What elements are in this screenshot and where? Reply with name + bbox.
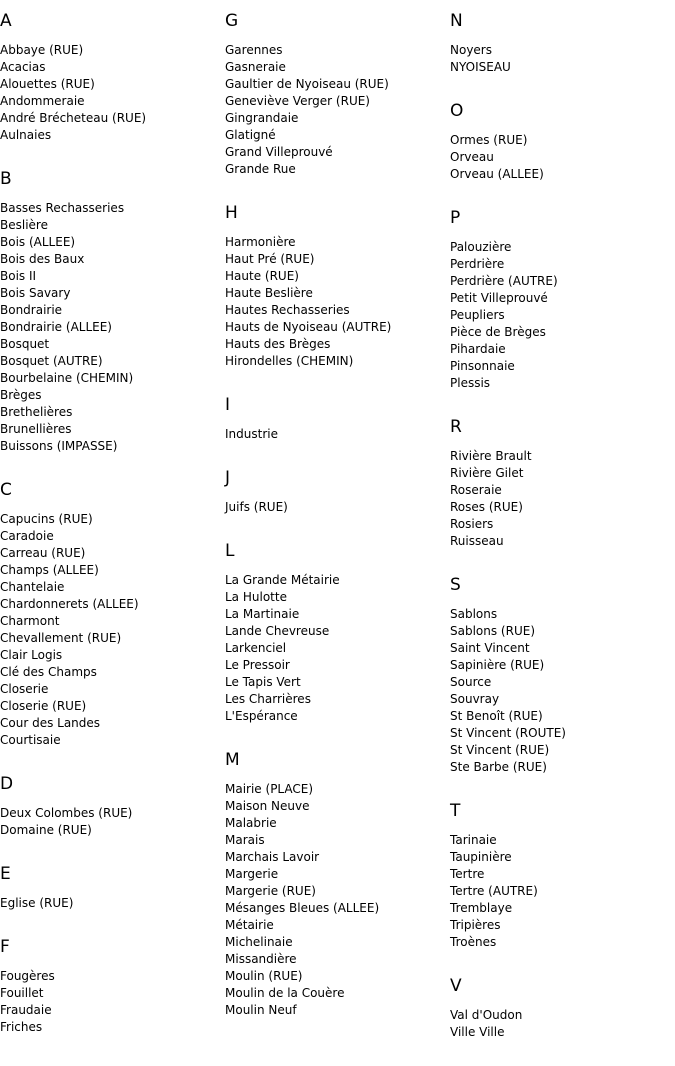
street-link[interactable]: Palouzière <box>450 240 512 254</box>
street-link[interactable]: Alouettes (RUE) <box>0 77 95 91</box>
street-list <box>0 200 220 455</box>
letter-section <box>0 937 220 1036</box>
street-link[interactable]: Clé des Champs <box>0 665 97 679</box>
street-list <box>450 832 670 951</box>
street-link[interactable]: Bosquet (AUTRE) <box>0 354 103 368</box>
street-link[interactable]: Eglise (RUE) <box>0 896 74 910</box>
street-link[interactable]: Garennes <box>225 43 283 57</box>
street-link[interactable]: Plessis <box>450 376 491 390</box>
section-letter-heading: N <box>450 11 464 31</box>
street-link[interactable]: Brèges <box>0 388 42 402</box>
street-link[interactable]: Bosquet <box>0 337 50 351</box>
letter-section <box>225 11 445 178</box>
street-link[interactable]: Bois des Baux <box>0 252 85 266</box>
street-link[interactable]: Cour des Landes <box>0 716 101 730</box>
street-link[interactable]: Brethelières <box>0 405 73 419</box>
street-link[interactable]: Juifs (RUE) <box>225 500 288 514</box>
street-list <box>225 426 445 443</box>
section-letter-heading: E <box>0 864 12 884</box>
street-list <box>225 234 445 370</box>
street-list <box>225 499 445 516</box>
street-link[interactable]: Mésanges Bleues (ALLEE) <box>225 901 380 915</box>
street-link[interactable]: Troènes <box>450 935 497 949</box>
column-2 <box>225 11 445 1044</box>
section-letter-heading: M <box>225 750 241 770</box>
street-link[interactable]: Tremblaye <box>450 901 513 915</box>
letter-section <box>0 169 220 455</box>
section-letter-heading: G <box>225 11 239 31</box>
street-link[interactable]: Marchais Lavoir <box>225 850 320 864</box>
letter-section <box>0 11 220 144</box>
street-link[interactable]: Perdrière (AUTRE) <box>450 274 558 288</box>
street-list <box>225 781 445 1019</box>
street-link[interactable]: Haut Pré (RUE) <box>225 252 315 266</box>
street-link[interactable]: Moulin Neuf <box>225 1003 297 1017</box>
letter-section <box>225 541 445 725</box>
street-link[interactable]: Acacias <box>0 60 46 74</box>
section-letter-heading: L <box>225 541 235 561</box>
street-list <box>0 511 220 749</box>
street-link[interactable]: Gasneraie <box>225 60 286 74</box>
street-link[interactable]: Closerie <box>0 682 49 696</box>
street-link[interactable]: Marais <box>225 833 265 847</box>
letter-section <box>0 864 220 912</box>
street-link[interactable]: Chevallement (RUE) <box>0 631 122 645</box>
section-letter-heading: H <box>225 203 239 223</box>
street-list <box>225 42 445 178</box>
letter-section <box>450 575 670 776</box>
street-link[interactable]: Tripières <box>450 918 501 932</box>
street-link[interactable]: Hirondelles (CHEMIN) <box>225 354 354 368</box>
street-link[interactable]: Grand Villeprouvé <box>225 145 333 159</box>
section-letter-heading: B <box>0 169 13 189</box>
section-letter-heading: O <box>450 101 464 121</box>
street-link[interactable]: Buissons (IMPASSE) <box>0 439 118 453</box>
street-link[interactable]: Fouillet <box>0 986 44 1000</box>
street-link[interactable]: Pièce de Brèges <box>450 325 546 339</box>
letter-section <box>225 468 445 516</box>
street-link[interactable]: Pinsonnaie <box>450 359 515 373</box>
street-link[interactable]: La Martinaie <box>225 607 300 621</box>
letter-section <box>450 11 670 76</box>
street-link[interactable]: Saint Vincent <box>450 641 530 655</box>
letter-section <box>450 101 670 183</box>
column-1 <box>0 11 220 1061</box>
street-link[interactable]: St Benoît (RUE) <box>450 709 543 723</box>
street-link[interactable]: Roseraie <box>450 483 502 497</box>
street-link[interactable]: Chantelaie <box>0 580 65 594</box>
street-list <box>0 895 220 912</box>
letter-section <box>225 750 445 1019</box>
street-link[interactable]: Abbaye (RUE) <box>0 43 84 57</box>
street-link[interactable]: Métairie <box>225 918 274 932</box>
street-link[interactable]: Pihardaie <box>450 342 506 356</box>
street-link[interactable]: Val d'Oudon <box>450 1008 523 1022</box>
letter-section <box>450 976 670 1041</box>
street-link[interactable]: Courtisaie <box>0 733 61 747</box>
street-link[interactable]: Tertre <box>450 867 485 881</box>
street-link[interactable]: Le Pressoir <box>225 658 290 672</box>
street-link[interactable]: Noyers <box>450 43 492 57</box>
street-link[interactable]: Peupliers <box>450 308 505 322</box>
street-link[interactable]: Bondrairie <box>0 303 63 317</box>
street-link[interactable]: Rivière Brault <box>450 449 532 463</box>
street-link[interactable]: Maison Neuve <box>225 799 310 813</box>
street-link[interactable]: Sapinière (RUE) <box>450 658 545 672</box>
street-list <box>0 42 220 144</box>
street-list <box>450 448 670 550</box>
street-link[interactable]: Moulin (RUE) <box>225 969 303 983</box>
street-link[interactable]: Capucins (RUE) <box>0 512 93 526</box>
street-link[interactable]: Ormes (RUE) <box>450 133 528 147</box>
street-link[interactable]: Hauts des Brèges <box>225 337 331 351</box>
street-link[interactable]: Bois (ALLEE) <box>0 235 76 249</box>
street-link[interactable]: Ville Ville <box>450 1025 505 1039</box>
street-list <box>450 239 670 392</box>
street-link[interactable]: Margerie <box>225 867 279 881</box>
street-link[interactable]: Source <box>450 675 492 689</box>
section-letter-heading: F <box>0 937 11 957</box>
street-link[interactable]: Bois Savary <box>0 286 71 300</box>
street-link[interactable]: Champs (ALLEE) <box>0 563 99 577</box>
street-link[interactable]: Caradoie <box>0 529 54 543</box>
street-link[interactable]: Orveau (ALLEE) <box>450 167 544 181</box>
street-list <box>0 968 220 1036</box>
letter-section <box>450 801 670 951</box>
street-link[interactable]: Haute Beslière <box>225 286 313 300</box>
street-list <box>450 42 670 76</box>
street-link[interactable]: Ste Barbe (RUE) <box>450 760 547 774</box>
street-link[interactable]: Charmont <box>0 614 60 628</box>
street-link[interactable]: Lande Chevreuse <box>225 624 330 638</box>
street-list <box>450 1007 670 1041</box>
street-link[interactable]: Missandière <box>225 952 297 966</box>
section-letter-heading: D <box>0 774 14 794</box>
section-letter-heading: I <box>225 395 231 415</box>
street-link[interactable]: Glatigné <box>225 128 276 142</box>
street-link[interactable]: Souvray <box>450 692 500 706</box>
street-link[interactable]: La Hulotte <box>225 590 287 604</box>
street-link[interactable]: Bourbelaine (CHEMIN) <box>0 371 134 385</box>
street-link[interactable]: Fraudaie <box>0 1003 52 1017</box>
street-link[interactable]: Roses (RUE) <box>450 500 523 514</box>
street-link[interactable]: Haute (RUE) <box>225 269 299 283</box>
street-link[interactable]: L'Espérance <box>225 709 298 723</box>
street-list <box>225 572 445 725</box>
street-link[interactable]: Bois II <box>0 269 37 283</box>
street-link[interactable]: St Vincent (RUE) <box>450 743 550 757</box>
section-letter-heading: A <box>0 11 13 31</box>
street-link[interactable]: Gaultier de Nyoiseau (RUE) <box>225 77 389 91</box>
street-link[interactable]: Taupinière <box>450 850 512 864</box>
street-link[interactable]: Sablons <box>450 607 498 621</box>
letter-section <box>0 774 220 839</box>
street-link[interactable]: Perdrière <box>450 257 505 271</box>
street-link[interactable]: Malabrie <box>225 816 277 830</box>
street-link[interactable]: André Brécheteau (RUE) <box>0 111 147 125</box>
street-list <box>450 606 670 776</box>
street-link[interactable]: Gingrandaie <box>225 111 299 125</box>
street-link[interactable]: Rosiers <box>450 517 494 531</box>
street-link[interactable]: Aulnaies <box>0 128 52 142</box>
street-link[interactable]: Bondrairie (ALLEE) <box>0 320 112 334</box>
section-letter-heading: R <box>450 417 463 437</box>
street-link[interactable]: Les Charrières <box>225 692 311 706</box>
street-link[interactable]: Le Tapis Vert <box>225 675 301 689</box>
street-link[interactable]: Andommeraie <box>0 94 85 108</box>
street-list <box>450 132 670 183</box>
street-link[interactable]: Industrie <box>225 427 278 441</box>
street-link[interactable]: Geneviève Verger (RUE) <box>225 94 370 108</box>
street-link[interactable]: Hautes Rechasseries <box>225 303 350 317</box>
street-link[interactable]: Closerie (RUE) <box>0 699 87 713</box>
street-link[interactable]: Tertre (AUTRE) <box>450 884 538 898</box>
letter-section <box>450 417 670 550</box>
street-list <box>0 805 220 839</box>
letter-section <box>225 203 445 370</box>
street-link[interactable]: Moulin de la Couère <box>225 986 345 1000</box>
street-link[interactable]: NYOISEAU <box>450 60 511 74</box>
street-link[interactable]: Fougères <box>0 969 55 983</box>
street-link[interactable]: Orveau <box>450 150 494 164</box>
street-link[interactable]: Basses Rechasseries <box>0 201 125 215</box>
street-link[interactable]: Chardonnerets (ALLEE) <box>0 597 139 611</box>
street-link[interactable]: Hauts de Nyoiseau (AUTRE) <box>225 320 392 334</box>
street-link[interactable]: Harmonière <box>225 235 296 249</box>
street-link[interactable]: St Vincent (ROUTE) <box>450 726 566 740</box>
section-letter-heading: S <box>450 575 462 595</box>
street-link[interactable]: Clair Logis <box>0 648 63 662</box>
street-link[interactable]: Larkenciel <box>225 641 287 655</box>
street-link[interactable]: Sablons (RUE) <box>450 624 536 638</box>
letter-section <box>450 208 670 392</box>
section-letter-heading: P <box>450 208 461 228</box>
section-letter-heading: V <box>450 976 463 996</box>
street-link[interactable]: Ruisseau <box>450 534 504 548</box>
street-link[interactable]: Michelinaie <box>225 935 293 949</box>
column-3 <box>450 11 670 1066</box>
section-letter-heading: J <box>225 468 231 488</box>
street-link[interactable]: Domaine (RUE) <box>0 823 92 837</box>
street-link[interactable]: Brunellières <box>0 422 72 436</box>
street-link[interactable]: Grande Rue <box>225 162 296 176</box>
street-link[interactable]: Carreau (RUE) <box>0 546 86 560</box>
street-link[interactable]: Petit Villeprouvé <box>450 291 548 305</box>
letter-section <box>225 395 445 443</box>
letter-section <box>0 480 220 749</box>
street-link[interactable]: La Grande Métairie <box>225 573 340 587</box>
street-link[interactable]: Deux Colombes (RUE) <box>0 806 133 820</box>
section-letter-heading: C <box>0 480 13 500</box>
street-link[interactable]: Beslière <box>0 218 48 232</box>
section-letter-heading: T <box>450 801 461 821</box>
street-link[interactable]: Friches <box>0 1020 43 1034</box>
street-link[interactable]: Tarinaie <box>450 833 497 847</box>
street-link[interactable]: Rivière Gilet <box>450 466 524 480</box>
street-link[interactable]: Margerie (RUE) <box>225 884 316 898</box>
street-link[interactable]: Mairie (PLACE) <box>225 782 314 796</box>
